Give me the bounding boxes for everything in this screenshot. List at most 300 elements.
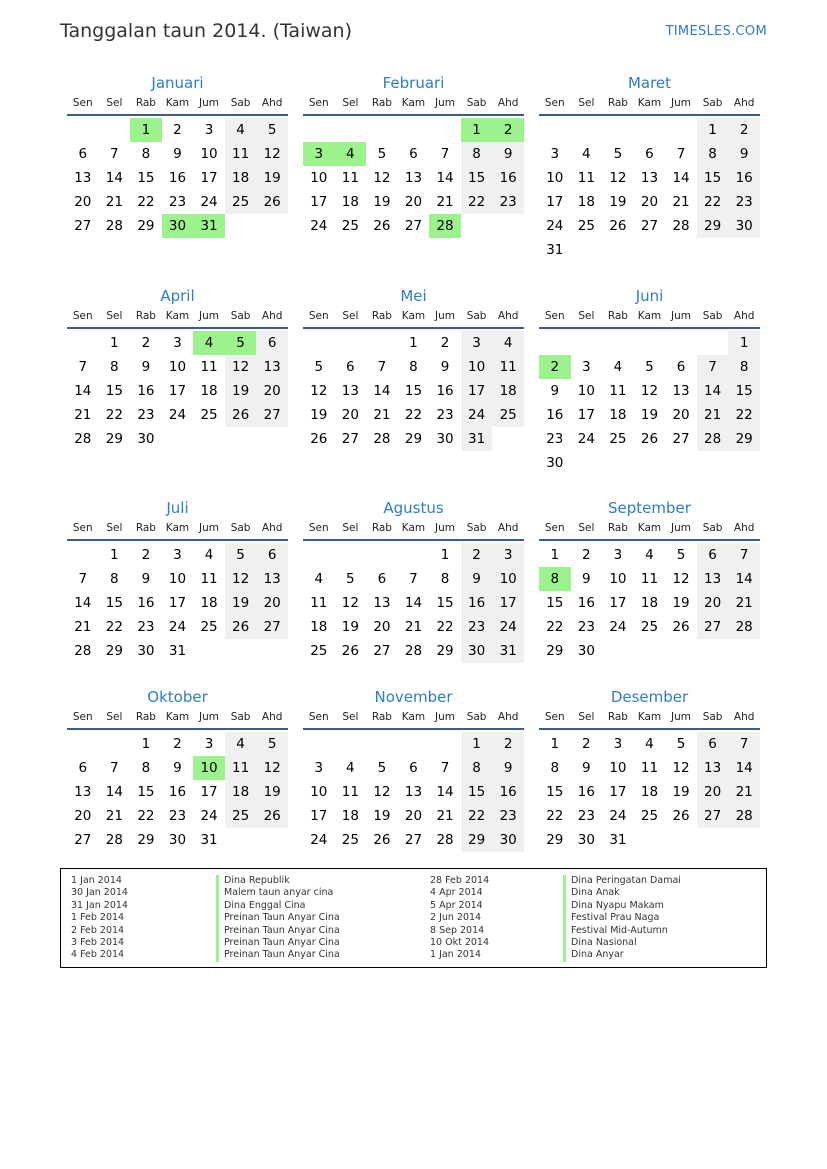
weekday-label: Rab	[135, 711, 156, 723]
day-cell: 17	[168, 595, 187, 611]
day-cell: 6	[409, 760, 418, 776]
weekday-label: Sel	[342, 711, 359, 723]
day-cell: 29	[137, 218, 155, 234]
day-cell: 13	[697, 567, 729, 591]
day-cell: 23	[577, 808, 595, 824]
day-cell: 17	[168, 383, 187, 399]
day-cell: 18	[310, 619, 328, 635]
empty-cell	[602, 331, 634, 355]
empty-cell	[539, 331, 571, 355]
day-cell: 22	[105, 407, 123, 423]
day-cell: 2	[141, 335, 151, 351]
day-cell: 9	[582, 760, 591, 776]
day-cell: 26	[373, 218, 391, 234]
day-cell: 14	[697, 379, 729, 403]
day-cell: 9	[141, 571, 151, 587]
weekday-label: Kam	[401, 97, 426, 109]
day-cell: 10	[461, 355, 493, 379]
holiday-name: Preinan Taun Anyar Cina	[216, 925, 340, 937]
weekday-label: Sab	[466, 310, 487, 322]
month-juni	[539, 285, 760, 475]
day-cell: 2	[582, 547, 591, 563]
day-cell: 16	[436, 383, 454, 399]
day-cell: 12	[256, 756, 288, 780]
day-cell: 20	[404, 194, 423, 210]
day-cell: 15	[105, 595, 123, 611]
day-cell: 22	[137, 194, 155, 210]
day-cell: 27	[74, 218, 92, 234]
day-cell: 2	[492, 732, 524, 756]
day-cell: 19	[310, 407, 328, 423]
day-cell: 23	[137, 407, 155, 423]
holiday-name: Preinan Taun Anyar Cina	[216, 949, 340, 961]
day-cell: 31	[168, 643, 187, 659]
day-cell: 17	[461, 379, 493, 403]
holiday-name: Festival Mid-Autumn	[563, 925, 681, 937]
month-name: Juli	[166, 499, 189, 517]
month-name: Maret	[627, 74, 672, 92]
day-cell: 29	[105, 431, 123, 447]
empty-cell	[335, 118, 367, 142]
day-cell: 19	[373, 194, 391, 210]
holiday-date: 8 Sep 2014	[430, 924, 485, 936]
day-cell: 6	[78, 146, 88, 162]
weekday-label: Jum	[671, 522, 692, 534]
day-cell: 17	[577, 407, 595, 423]
weekday-label: Sen	[544, 97, 565, 109]
weekday-label: Sen	[544, 711, 565, 723]
weekday-label: Kam	[401, 522, 426, 534]
weekday-label: Sen	[72, 97, 93, 109]
day-cell: 11	[492, 355, 524, 379]
weekday-label: Rab	[607, 711, 628, 723]
weekday-label: Sen	[72, 711, 93, 723]
day-cell: 4	[645, 547, 654, 563]
day-cell: 24	[310, 218, 328, 234]
day-cell: 12	[256, 142, 288, 166]
day-cell: 1	[728, 331, 760, 355]
day-cell: 11	[341, 784, 359, 800]
day-cell: 11	[200, 571, 218, 587]
day-cell: 15	[105, 383, 123, 399]
month-name: Desember	[610, 688, 689, 706]
empty-cell	[539, 118, 571, 142]
day-cell: 14	[436, 784, 454, 800]
empty-cell	[67, 331, 99, 355]
day-grid	[67, 732, 288, 852]
empty-cell	[429, 732, 461, 756]
weekday-label: Jum	[435, 522, 456, 534]
month-name: November	[374, 688, 453, 706]
day-cell: 25	[310, 643, 328, 659]
weekday-label: Sab	[230, 97, 251, 109]
holiday-day-cell: 4	[335, 142, 367, 166]
month-maret	[539, 72, 760, 262]
month-oktober	[67, 686, 288, 852]
day-cell: 12	[225, 355, 257, 379]
weekday-label: Ahd	[261, 522, 283, 534]
day-cell: 23	[168, 808, 187, 824]
day-cell: 5	[613, 146, 623, 162]
weekday-label: Ahd	[497, 522, 519, 534]
weekday-label: Kam	[637, 522, 662, 534]
holiday-dates-left	[71, 875, 128, 962]
day-cell: 13	[256, 567, 288, 591]
empty-cell	[366, 732, 398, 756]
holiday-date: 1 Jan 2014	[71, 875, 122, 886]
holiday-date: 10 Okt 2014	[430, 936, 490, 948]
day-cell: 30	[137, 431, 155, 447]
month-februari	[303, 72, 524, 238]
day-cell: 2	[440, 335, 450, 351]
day-cell: 8	[697, 142, 729, 166]
day-cell: 3	[173, 547, 182, 563]
day-cell: 30	[137, 643, 155, 659]
day-cell: 8	[440, 571, 450, 587]
weekday-label: Sel	[342, 97, 359, 109]
empty-cell	[398, 118, 430, 142]
day-cell: 23	[168, 194, 187, 210]
day-cell: 5	[676, 736, 686, 752]
weekday-label: Sel	[578, 97, 595, 109]
day-grid	[303, 331, 524, 451]
empty-cell	[665, 331, 697, 355]
day-cell: 25	[200, 619, 218, 635]
day-cell: 11	[310, 595, 328, 611]
day-cell: 5	[256, 732, 288, 756]
day-cell: 8	[110, 571, 119, 587]
day-cell: 26	[640, 431, 659, 447]
empty-cell	[303, 732, 335, 756]
weekday-label: Sen	[308, 97, 329, 109]
day-cell: 22	[461, 190, 493, 214]
weekday-header	[67, 307, 288, 329]
month-name: Juni	[635, 287, 664, 305]
day-cell: 18	[225, 166, 257, 190]
day-cell: 11	[225, 142, 257, 166]
holiday-date: 3 Feb 2014	[71, 936, 125, 948]
day-cell: 21	[697, 403, 729, 427]
month-name: Februari	[382, 74, 445, 92]
holiday-day-cell: 28	[429, 214, 461, 238]
weekday-header	[303, 519, 524, 541]
day-cell: 7	[440, 760, 450, 776]
page-title: Tanggalan taun 2014. (Taiwan)	[60, 20, 352, 42]
day-cell: 3	[613, 736, 623, 752]
day-cell: 3	[550, 146, 560, 162]
day-cell: 29	[436, 643, 454, 659]
weekday-label: Sen	[308, 711, 329, 723]
day-cell: 26	[225, 615, 257, 639]
holiday-day-cell: 2	[492, 118, 524, 142]
day-cell: 20	[341, 407, 359, 423]
month-name: September	[608, 499, 691, 517]
day-cell: 9	[141, 359, 151, 375]
weekday-label: Kam	[637, 310, 662, 322]
day-cell: 20	[373, 619, 391, 635]
day-cell: 12	[640, 383, 659, 399]
day-cell: 8	[110, 359, 119, 375]
day-cell: 24	[200, 808, 218, 824]
day-cell: 15	[137, 170, 155, 186]
day-cell: 1	[110, 547, 119, 563]
day-cell: 2	[173, 736, 182, 752]
day-cell: 7	[78, 359, 88, 375]
holiday-names-right	[563, 875, 681, 962]
weekday-header	[539, 708, 760, 730]
month-juli	[67, 497, 288, 663]
day-grid	[539, 543, 760, 663]
weekday-label: Jum	[435, 97, 456, 109]
day-cell: 17	[200, 170, 218, 186]
weekday-label: Sab	[230, 711, 251, 723]
weekday-header	[539, 94, 760, 116]
day-cell: 4	[613, 359, 623, 375]
holiday-date: 31 Jan 2014	[71, 899, 128, 911]
day-cell: 13	[373, 595, 391, 611]
day-cell: 4	[204, 547, 214, 563]
day-cell: 28	[105, 832, 123, 848]
weekday-label: Sel	[106, 310, 123, 322]
holiday-date: 5 Apr 2014	[430, 899, 483, 911]
day-cell: 27	[341, 431, 359, 447]
day-cell: 23	[577, 619, 595, 635]
month-name: Oktober	[147, 688, 208, 706]
weekday-label: Ahd	[261, 310, 283, 322]
weekday-label: Ahd	[497, 310, 519, 322]
day-cell: 25	[640, 808, 659, 824]
day-cell: 1	[697, 118, 729, 142]
weekday-label: Jum	[435, 310, 456, 322]
holiday-day-cell: 31	[193, 214, 225, 238]
weekday-header	[303, 94, 524, 116]
day-cell: 1	[550, 736, 560, 752]
day-cell: 2	[461, 543, 493, 567]
day-cell: 8	[550, 760, 560, 776]
day-cell: 29	[697, 214, 729, 238]
day-cell: 30	[436, 431, 454, 447]
brand-logo[interactable]: TIMESLES.COM	[665, 24, 767, 39]
day-cell: 12	[373, 170, 391, 186]
weekday-label: Jum	[671, 97, 692, 109]
empty-cell	[665, 118, 697, 142]
day-cell: 6	[645, 146, 654, 162]
empty-cell	[303, 543, 335, 567]
day-cell: 9	[173, 146, 182, 162]
day-cell: 13	[697, 756, 729, 780]
empty-cell	[634, 118, 666, 142]
day-cell: 29	[461, 828, 493, 852]
holiday-name: Dina Enggal Cina	[216, 900, 340, 912]
day-cell: 31	[609, 832, 627, 848]
day-cell: 18	[341, 194, 359, 210]
day-cell: 28	[74, 643, 92, 659]
day-cell: 11	[577, 170, 595, 186]
weekday-label: Sen	[544, 310, 565, 322]
day-cell: 28	[436, 832, 454, 848]
day-cell: 30	[728, 214, 760, 238]
weekday-label: Rab	[371, 522, 392, 534]
day-cell: 12	[225, 567, 257, 591]
day-cell: 19	[373, 808, 391, 824]
day-cell: 19	[225, 591, 257, 615]
day-cell: 23	[492, 804, 524, 828]
day-cell: 11	[200, 359, 218, 375]
empty-cell	[398, 732, 430, 756]
holiday-date: 4 Feb 2014	[71, 949, 125, 961]
day-cell: 6	[346, 359, 355, 375]
holiday-date: 1 Feb 2014	[71, 912, 125, 924]
day-cell: 6	[78, 760, 88, 776]
weekday-header	[539, 519, 760, 541]
empty-cell	[99, 118, 131, 142]
day-cell: 29	[728, 427, 760, 451]
day-cell: 16	[168, 170, 187, 186]
weekday-label: Sen	[72, 310, 93, 322]
day-cell: 1	[110, 335, 119, 351]
day-cell: 3	[314, 760, 324, 776]
day-cell: 26	[373, 832, 391, 848]
day-cell: 7	[728, 543, 760, 567]
holiday-date: 2 Jun 2014	[430, 912, 482, 924]
day-cell: 6	[697, 543, 729, 567]
day-cell: 16	[577, 784, 595, 800]
month-agustus	[303, 497, 524, 663]
day-cell: 26	[225, 403, 257, 427]
day-cell: 18	[225, 780, 257, 804]
day-cell: 2	[141, 547, 151, 563]
weekday-label: Rab	[371, 97, 392, 109]
weekday-label: Sen	[308, 522, 329, 534]
holiday-name: Dina Anak	[563, 887, 681, 899]
holiday-day-cell: 3	[303, 142, 335, 166]
weekday-label: Rab	[135, 97, 156, 109]
weekday-label: Rab	[135, 522, 156, 534]
day-cell: 8	[141, 146, 151, 162]
month-name: April	[160, 287, 195, 305]
weekday-label: Sab	[466, 522, 487, 534]
day-cell: 21	[728, 780, 760, 804]
holiday-day-cell: 4	[193, 331, 225, 355]
weekday-label: Kam	[401, 310, 426, 322]
holiday-name: Dina Anyar	[563, 949, 681, 961]
weekday-label: Sab	[702, 310, 723, 322]
day-cell: 10	[577, 383, 595, 399]
day-cell: 26	[256, 804, 288, 828]
weekday-label: Rab	[607, 97, 628, 109]
day-cell: 11	[640, 760, 659, 776]
day-cell: 30	[577, 832, 595, 848]
weekday-label: Ahd	[261, 711, 283, 723]
day-cell: 4	[492, 331, 524, 355]
empty-cell	[67, 118, 99, 142]
day-cell: 23	[436, 407, 454, 423]
day-cell: 19	[256, 780, 288, 804]
day-cell: 21	[728, 591, 760, 615]
month-name: Mei	[400, 287, 427, 305]
weekday-label: Kam	[401, 711, 426, 723]
weekday-label: Jum	[199, 711, 220, 723]
day-cell: 2	[582, 736, 591, 752]
day-cell: 9	[492, 756, 524, 780]
holiday-names-left	[216, 875, 340, 962]
day-cell: 6	[697, 732, 729, 756]
day-cell: 12	[672, 571, 690, 587]
day-cell: 22	[436, 619, 454, 635]
day-cell: 5	[225, 543, 257, 567]
day-cell: 19	[672, 784, 690, 800]
holiday-day-cell: 2	[539, 355, 571, 379]
empty-cell	[571, 331, 603, 355]
day-cell: 7	[110, 146, 119, 162]
day-cell: 16	[492, 166, 524, 190]
day-cell: 10	[609, 760, 627, 776]
day-cell: 15	[461, 166, 493, 190]
day-cell: 28	[74, 431, 92, 447]
weekday-label: Sel	[106, 711, 123, 723]
empty-cell	[634, 331, 666, 355]
day-cell: 21	[672, 194, 690, 210]
day-cell: 13	[341, 383, 359, 399]
weekday-label: Jum	[435, 711, 456, 723]
month-name: Agustus	[383, 499, 444, 517]
day-cell: 19	[256, 166, 288, 190]
day-cell: 14	[74, 383, 92, 399]
empty-cell	[366, 118, 398, 142]
day-cell: 18	[640, 595, 659, 611]
day-cell: 25	[492, 403, 524, 427]
day-cell: 3	[582, 359, 591, 375]
weekday-label: Kam	[165, 522, 190, 534]
day-cell: 20	[256, 591, 288, 615]
day-cell: 18	[492, 379, 524, 403]
weekday-label: Rab	[371, 711, 392, 723]
day-cell: 30	[168, 832, 187, 848]
day-cell: 7	[377, 359, 387, 375]
day-cell: 15	[697, 166, 729, 190]
day-cell: 20	[640, 194, 659, 210]
day-cell: 5	[645, 359, 654, 375]
day-cell: 8	[461, 142, 493, 166]
day-cell: 15	[546, 784, 564, 800]
day-cell: 5	[377, 760, 387, 776]
day-cell: 22	[546, 808, 564, 824]
day-cell: 21	[74, 407, 92, 423]
weekday-header	[539, 307, 760, 329]
weekday-label: Ahd	[733, 711, 755, 723]
day-cell: 15	[404, 383, 423, 399]
day-cell: 5	[256, 118, 288, 142]
day-cell: 18	[609, 407, 627, 423]
day-cell: 7	[697, 355, 729, 379]
day-cell: 31	[200, 832, 218, 848]
holiday-day-cell: 10	[193, 756, 225, 780]
day-cell: 16	[546, 407, 564, 423]
day-grid	[67, 118, 288, 238]
day-cell: 29	[137, 832, 155, 848]
day-cell: 24	[546, 218, 564, 234]
day-cell: 29	[404, 431, 423, 447]
empty-cell	[99, 732, 131, 756]
day-grid	[303, 732, 524, 852]
day-cell: 25	[341, 832, 359, 848]
day-cell: 25	[341, 218, 359, 234]
day-cell: 7	[728, 732, 760, 756]
day-cell: 14	[436, 170, 454, 186]
holiday-name: Dina Nasional	[563, 937, 681, 949]
day-cell: 30	[577, 643, 595, 659]
day-cell: 7	[676, 146, 686, 162]
